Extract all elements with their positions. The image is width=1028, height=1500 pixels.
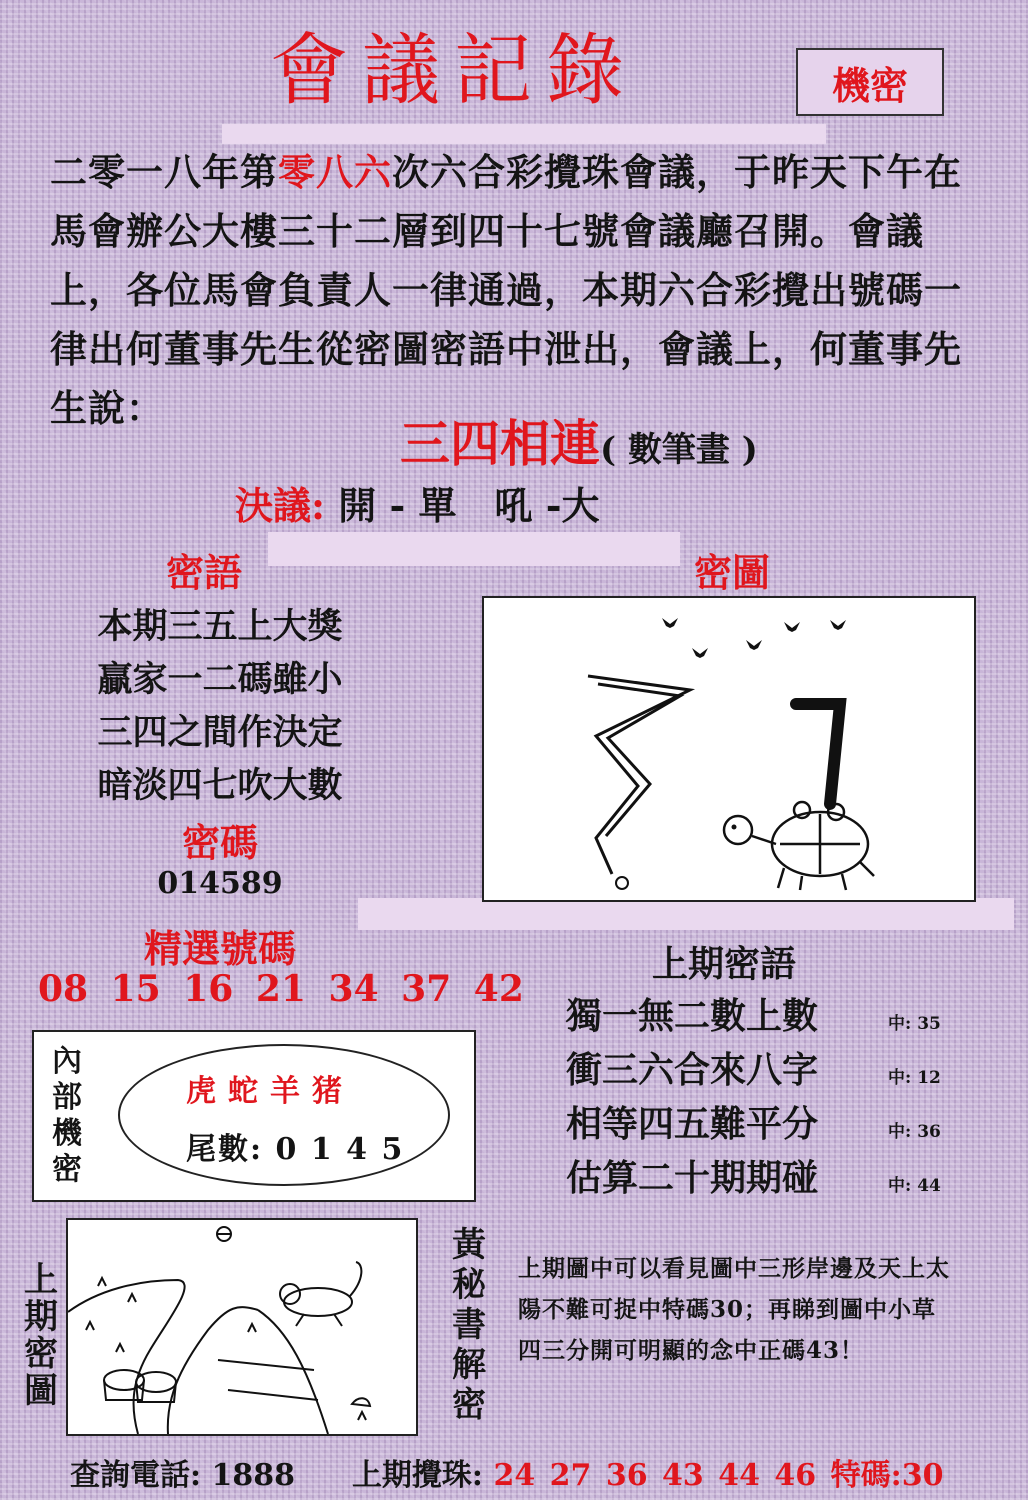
slogan bbox=[400, 414, 758, 480]
last-picture-illustration bbox=[68, 1220, 416, 1434]
slogan-note: ( 數筆畫 ) bbox=[600, 430, 758, 470]
page-title: 會議記錄 bbox=[270, 26, 639, 116]
issue-number: 零八六 bbox=[278, 150, 392, 194]
riddle-line: 暗淡四七吹大數 bbox=[97, 765, 343, 806]
turtle-icon bbox=[724, 802, 874, 890]
last-picture-label: 上期密圖 bbox=[24, 1260, 58, 1411]
slogan-main: 三四相連 bbox=[400, 414, 600, 473]
riddle-line: 三四之間作決定 bbox=[97, 712, 343, 753]
rock-icon bbox=[352, 1398, 370, 1406]
previous-riddle-hit: 中: 35 bbox=[888, 1014, 941, 1034]
resolution bbox=[235, 478, 600, 534]
last-picture bbox=[66, 1218, 418, 1436]
secret-picture bbox=[482, 596, 976, 902]
grass-icon bbox=[86, 1278, 366, 1420]
riddle-line: 贏家一二碼雖小 bbox=[97, 659, 343, 700]
previous-riddle-line: 相等四五難平分 bbox=[566, 1103, 819, 1145]
secret-picture-illustration bbox=[484, 598, 974, 900]
zodiac-animals: 虎蛇羊猪 bbox=[186, 1074, 354, 1109]
previous-riddle-hit: 中: 36 bbox=[888, 1122, 941, 1142]
number-seven-icon bbox=[796, 704, 840, 804]
zigzag-three-icon bbox=[588, 676, 690, 874]
turtle-eye-icon bbox=[732, 825, 737, 830]
phone-label: 查詢電話: bbox=[70, 1458, 202, 1493]
previous-riddle-line: 衝三六合來八字 bbox=[566, 1049, 819, 1091]
draw-numbers: 24 27 36 43 44 46 特碼:30 bbox=[493, 1458, 944, 1493]
inner-secret-label: 內部機密 bbox=[52, 1044, 82, 1187]
previous-riddle-hit: 中: 44 bbox=[888, 1176, 941, 1196]
riddle-lines bbox=[60, 600, 380, 812]
picked-numbers: 08 15 16 21 34 37 42 bbox=[38, 968, 524, 1010]
code-heading: 密碼 bbox=[181, 820, 258, 865]
intro-text: 次六合彩攪珠會議，于昨天下午在馬會辦公大樓三十二層到四十七號會議廳召開。會議上，各位馬會負責人一律通過，本期六合彩攪出號碼一律出何董事先生從密圖密語中泄出，會議上，何董事先生說： bbox=[50, 150, 962, 430]
tail-value: 0 1 4 5 bbox=[275, 1132, 405, 1167]
footer bbox=[70, 1450, 943, 1494]
previous-riddle-line: 估算二十期期碰 bbox=[566, 1157, 819, 1199]
previous-riddle-heading: 上期密語 bbox=[652, 943, 797, 985]
explanation-text: 上期圖中可以看見圖中三形岸邊及天上太陽不難可捉中特碼30；再睇到圖中小草四三分開可明顯的念中正碼43！ bbox=[518, 1255, 950, 1364]
small-sun-icon bbox=[616, 877, 628, 889]
code-value: 014589 bbox=[157, 866, 283, 901]
tail-label: 尾數: bbox=[186, 1132, 264, 1167]
resolution-label: 決議: bbox=[235, 483, 326, 528]
decor-bar bbox=[268, 532, 680, 566]
draw-label: 上期攪珠: bbox=[351, 1458, 484, 1493]
tail-numbers bbox=[186, 1124, 404, 1168]
birds-icon bbox=[662, 618, 846, 658]
phone-number: 1888 bbox=[211, 1458, 296, 1493]
cat-icon bbox=[280, 1262, 361, 1326]
secretary-label: 黃秘書解密 bbox=[452, 1225, 486, 1425]
decor-bar bbox=[222, 124, 826, 144]
riddle-line: 本期三五上大獎 bbox=[97, 606, 343, 647]
intro-text: 二零一八年第 bbox=[50, 150, 278, 194]
picks-heading: 精選號碼 bbox=[143, 926, 296, 971]
basket-icon bbox=[104, 1370, 176, 1402]
previous-riddle-hit: 中: 12 bbox=[888, 1068, 941, 1088]
confidential-badge: 機密 bbox=[796, 48, 944, 116]
intro-paragraph bbox=[50, 143, 998, 438]
previous-riddle-line: 獨一無二數上數 bbox=[566, 995, 819, 1037]
riddle-heading: 密語 bbox=[166, 550, 243, 595]
sun-icon bbox=[217, 1227, 231, 1241]
picture-heading: 密圖 bbox=[694, 550, 771, 595]
resolution-text: 開 - 單 吼 -大 bbox=[338, 483, 600, 528]
